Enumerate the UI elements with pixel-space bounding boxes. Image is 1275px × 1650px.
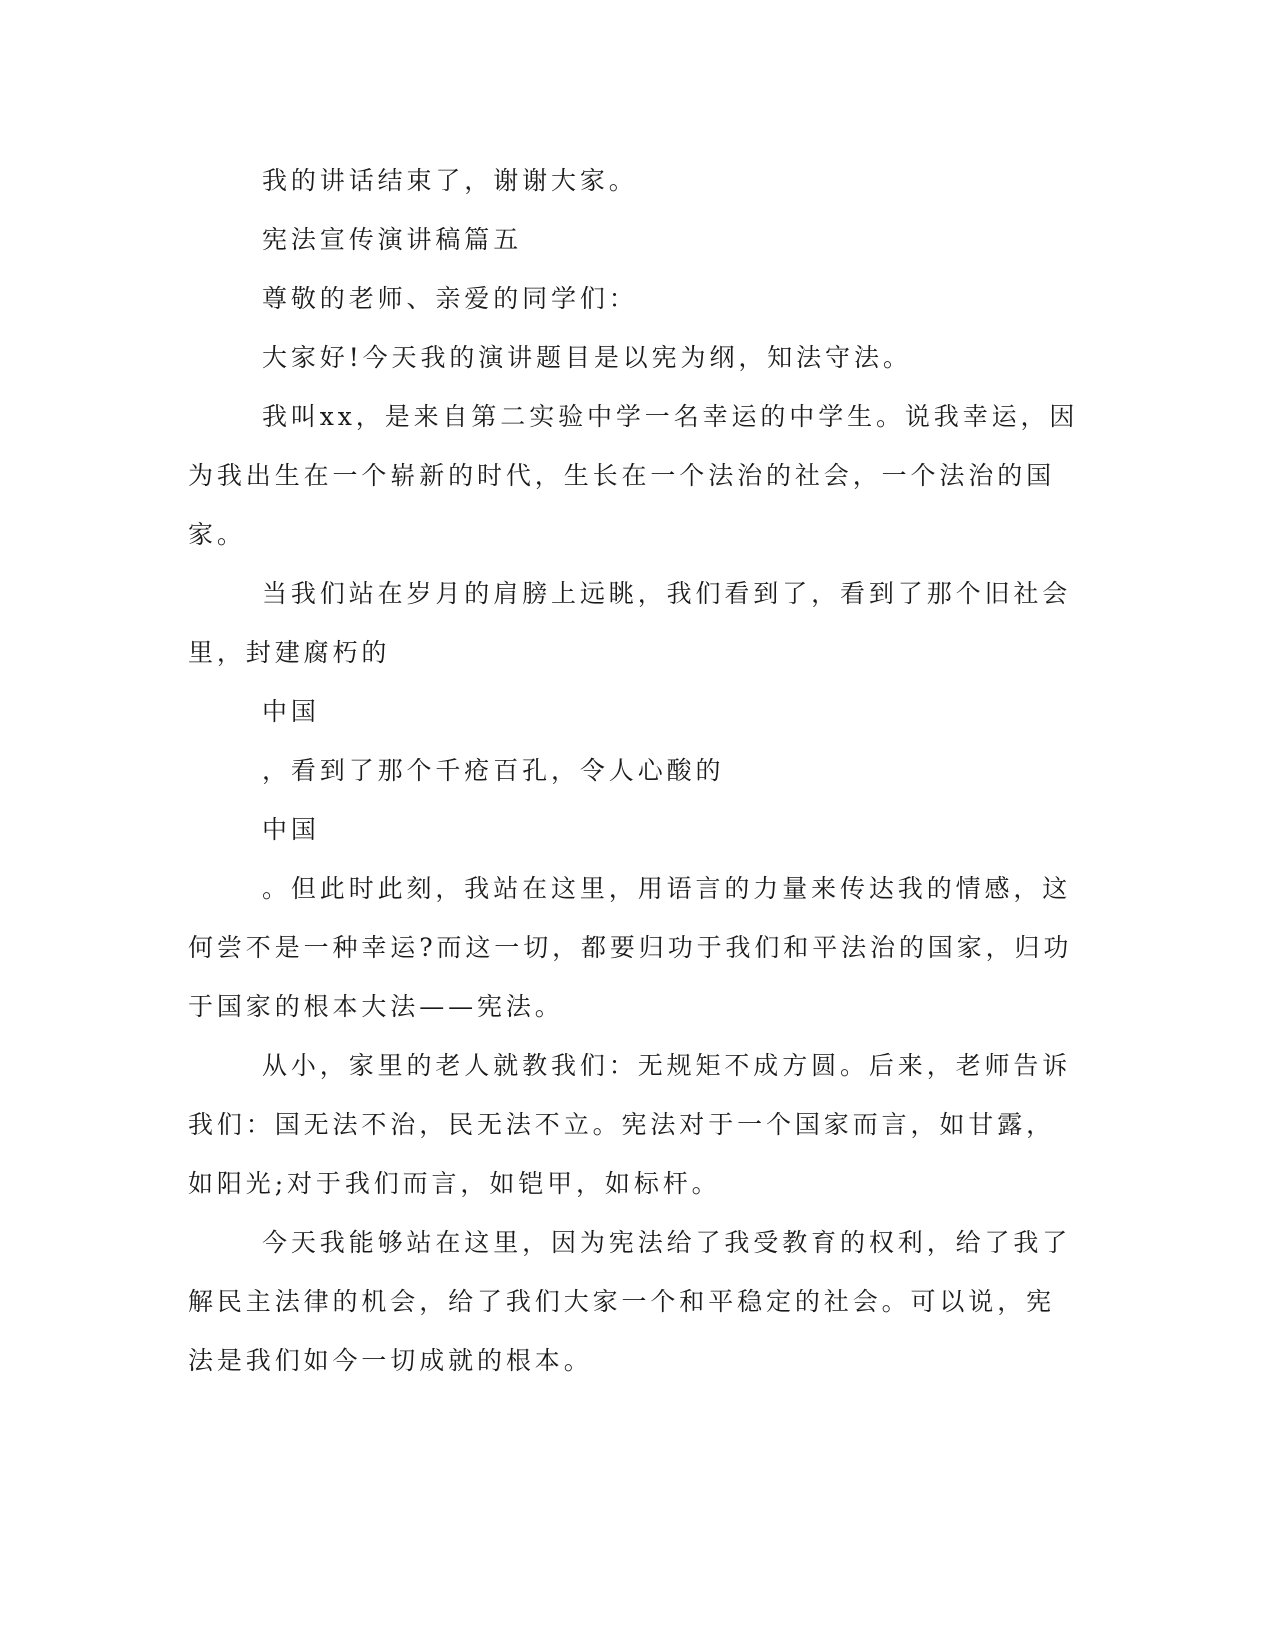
- text-line: 中国: [262, 697, 320, 726]
- section-title: 宪法宣传演讲稿篇五: [262, 225, 523, 254]
- text-line: 为我出生在一个崭新的时代，生长在一个法治的社会，一个法治的国: [188, 461, 1056, 490]
- text-line: 当我们站在岁月的肩膀上远眺，我们看到了，看到了那个旧社会: [262, 579, 1072, 608]
- text-line: ，看到了那个千疮百孔，令人心酸的: [262, 756, 725, 785]
- text-line: 我们：国无法不治，民无法不立。宪法对于一个国家而言，如甘露，: [188, 1110, 1056, 1139]
- text-line: 。但此时此刻，我站在这里，用语言的力量来传达我的情感，这: [262, 874, 1072, 903]
- text-line: 于国家的根本大法——宪法。: [188, 992, 564, 1021]
- text-line: 中国: [262, 815, 320, 844]
- text-line: 从小，家里的老人就教我们：无规矩不成方圆。后来，老师告诉: [262, 1051, 1072, 1080]
- text-line: 法是我们如今一切成就的根本。: [188, 1346, 593, 1375]
- text-line: 我叫xx，是来自第二实验中学一名幸运的中学生。说我幸运，因: [262, 402, 1079, 431]
- text-line: 家。: [188, 520, 246, 549]
- text-line: 我的讲话结束了，谢谢大家。: [262, 166, 638, 195]
- text-line: 今天我能够站在这里，因为宪法给了我受教育的权利，给了我了: [262, 1228, 1072, 1257]
- text-line: 解民主法律的机会，给了我们大家一个和平稳定的社会。可以说，宪: [188, 1287, 1056, 1316]
- salutation: 尊敬的老师、亲爱的同学们：: [262, 284, 638, 313]
- text-line: 何尝不是一种幸运?而这一切，都要归功于我们和平法治的国家，归功: [188, 933, 1073, 962]
- text-line: 如阳光;对于我们而言，如铠甲，如标杆。: [188, 1169, 721, 1198]
- text-line: 里，封建腐朽的: [188, 638, 391, 667]
- text-line: 大家好!今天我的演讲题目是以宪为纲，知法守法。: [262, 343, 912, 372]
